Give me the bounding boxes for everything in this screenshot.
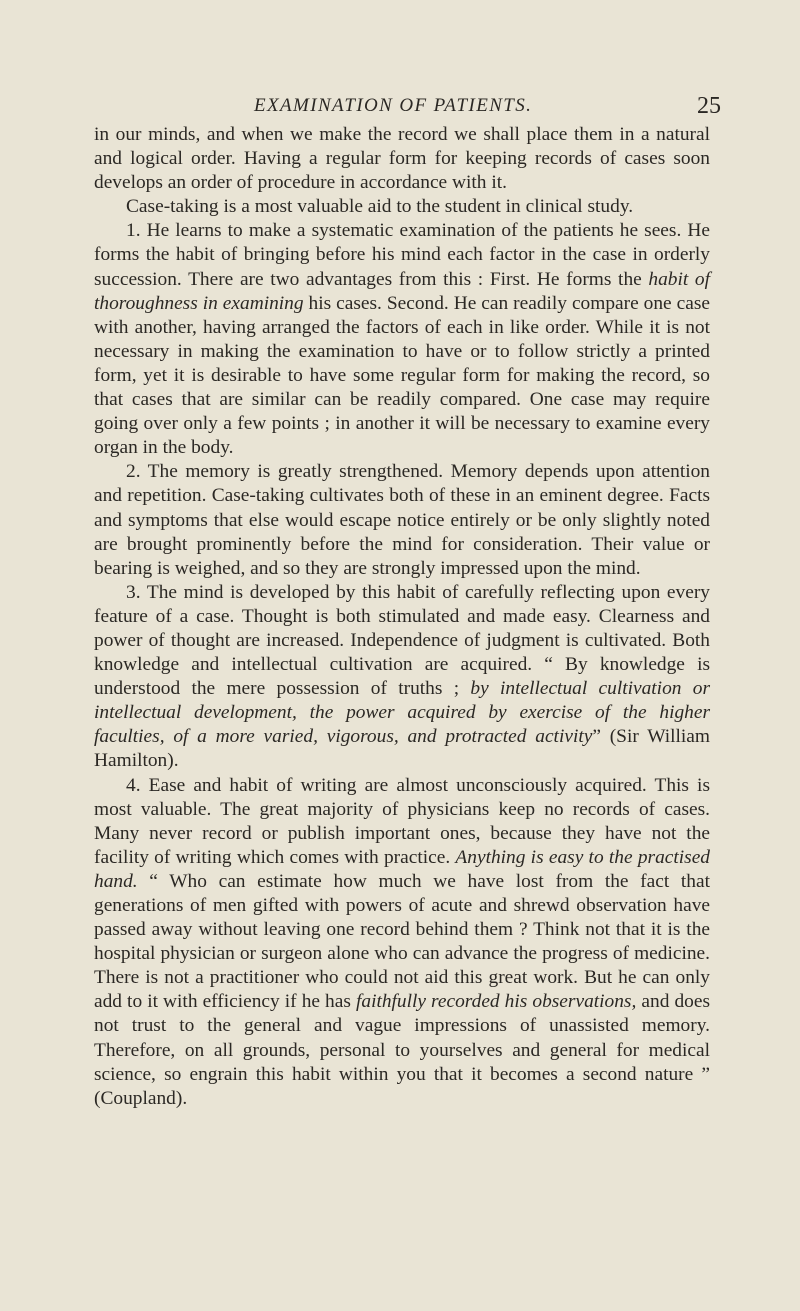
point-4-emphasis-2: faithfully recorded his observations,: [355, 991, 637, 1013]
body-text: [94, 123, 710, 1111]
point-4-text-c: “ Who can estimate how much we have lost from the fact that generations of men gifted with powers of acute and shrewd observation have passed away without leaving one record behind them ? Think not that it is the hospital physician or surgeon alone who can advance the progress of medicine. There is not a practitioner who could not aid this great work. But he can only add to it with efficiency if he has: [94, 870, 710, 1013]
point-4-text-e: and does not trust to the general and vague impressions of unassisted memory. Therefore, on all grounds, personal to yourselves and general for medical science, so engrain this habit within you that it becomes a second nature ” (Coupland).: [94, 991, 710, 1109]
point-3-text-a: 3. The mind is developed by this habit of carefully reflecting upon every feature of a case. Thought is both stimulated and made easy. Clearness and power of thought are increased. Independence of judgment is cultivated. Both knowledge and intellectual cultivation are acquired. “ By knowledge is understood the mere possession of truths ;: [94, 581, 710, 700]
point-1-emphasis: habit of thoroughness in examining: [94, 268, 711, 314]
paragraph-intro: Case-taking is a most valuable aid to the student in clinical study.: [126, 196, 634, 218]
paragraph-point-2: 2. The memory is greatly strengthened. Memory depends upon attention and repetition. Case-taking cultivates both of these in an eminent degree. Facts and symptoms that else would escape notice entirely or be only slightly noted are brought prominently before the mind for consideration. Their value or bearing is weighed, and so they are strongly impressed upon the mind.: [94, 461, 710, 579]
point-1-text-a: 1. He learns to make a systematic examination of the patients he sees. He forms the habit of bringing before his mind each factor in the case in orderly succession. There are two advantages from this : First. He forms the: [94, 220, 710, 290]
running-head: EXAMINATION OF PATIENTS.: [254, 95, 533, 116]
paragraph-point-1: [94, 219, 710, 460]
point-3-text-c: ” (Sir William Hamilton).: [94, 726, 710, 772]
paragraph-continuation: in our minds, and when we make the record we shall place them in a natural and logical order. Having a regular form for keeping records of cases soon develops an order of procedure in accordance with it.: [94, 124, 710, 194]
point-4-emphasis-1: Anything is easy to the practised hand.: [94, 846, 710, 892]
point-1-text-c: his cases. Second. He can readily compare one case with another, having arranged the factors of each in like order. While it is not necessary in making the examination to have or to follow strictly a printed form, yet it is desirable to have some regular form for making the record, so that cases that are similar can be readily compared. One case may require going over only a few points ; in another it will be necessary to examine every organ in the body.: [94, 292, 710, 459]
paragraph-point-3: [94, 581, 710, 774]
point-3-quote-emphasis: by intellectual cultivation or intellectual development, the power acquired by exercise of the higher faculties, of a more varied, vigorous, and protracted activity: [94, 678, 710, 748]
page-number: 25: [697, 93, 721, 119]
point-4-text-a: 4. Ease and habit of writing are almost unconsciously acquired. This is most valuable. The great majority of physicians keep no records of cases. Many never record or publish important ones, because they have not the facility of writing which comes with practice.: [94, 774, 710, 868]
paragraph-point-4: [94, 774, 710, 1111]
